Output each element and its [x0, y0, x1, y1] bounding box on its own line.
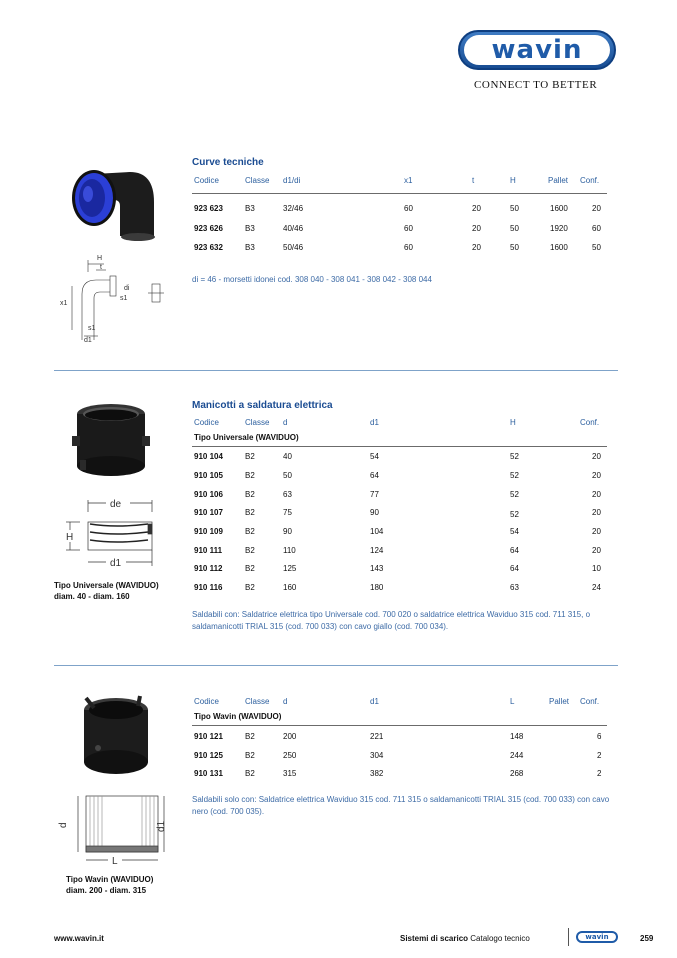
cell-classe: B3 [245, 224, 255, 233]
table-subheader: Tipo Universale (WAVIDUO) [194, 433, 299, 442]
cell-d: 110 [283, 546, 296, 555]
coupler-dim-d1: d1 [110, 558, 122, 569]
cell-H: 63 [510, 583, 519, 592]
cell-conf: 20 [592, 527, 601, 536]
coupler-universal-photo [62, 398, 160, 480]
cell-codice: 910 105 [194, 471, 223, 480]
cell-x1: 60 [404, 243, 413, 252]
cell-t: 20 [472, 243, 481, 252]
col-header-conf: Conf. [580, 176, 600, 185]
cell-classe: B2 [245, 452, 255, 461]
elbow-dim-H: H [97, 255, 103, 262]
footer-logo-text: wavin [585, 932, 609, 941]
cell-conf: 24 [592, 583, 601, 592]
cell-x1: 60 [404, 224, 413, 233]
coupler-universal-drawing [56, 492, 166, 574]
cell-conf: 6 [597, 732, 602, 741]
cell-d: 50 [283, 471, 292, 480]
wavin-dim-d1: d1 [156, 820, 167, 832]
table-rule [192, 193, 607, 194]
elbow-photo [58, 160, 162, 242]
cell-d: 315 [283, 769, 297, 778]
cell-H: 52 [510, 452, 519, 461]
cell-codice: 910 104 [194, 452, 223, 461]
cell-classe: B2 [245, 583, 255, 592]
cell-classe: B2 [245, 471, 255, 480]
cell-classe: B2 [245, 546, 255, 555]
coupler-wavin-drawing [56, 786, 172, 868]
cell-codice: 910 131 [194, 769, 223, 778]
cell-classe: B2 [245, 751, 255, 760]
section-note: di = 46 - morsetti idonei cod. 308 040 - 308 041 - 308 042 - 308 044 [192, 275, 432, 284]
col-header-H: H [510, 176, 516, 185]
cell-pallet: 1600 [550, 243, 568, 252]
col-header-pallet: Pallet [549, 697, 570, 706]
cell-codice: 923 626 [194, 224, 223, 233]
cell-pallet: 1600 [550, 204, 568, 213]
col-header-d1: d1 [370, 418, 379, 427]
col-header-codice: Codice [194, 418, 219, 427]
cell-classe: B2 [245, 490, 255, 499]
cell-d1: 64 [370, 471, 379, 480]
cell-d1: 54 [370, 452, 379, 461]
elbow-dim-d1: d1 [84, 337, 92, 344]
cell-d1: 143 [370, 564, 384, 573]
section-note: Saldabili solo con: Saldatrice elettrica Waviduo 315 cod. 711 315 o saldamanicotti TRIAL 315 (cod. 700 033) con cavo nero (cod. 700 035). [192, 795, 610, 816]
tagline: CONNECT TO BETTER [474, 79, 598, 91]
cell-L: 148 [510, 732, 524, 741]
cell-t: 20 [472, 224, 481, 233]
cell-classe: B2 [245, 508, 255, 517]
elbow-dim-x1: x1 [60, 300, 68, 307]
caption-wavin-type: Tipo Wavin (WAVIDUO) [66, 875, 154, 884]
cell-classe: B2 [245, 769, 255, 778]
table-subheader: Tipo Wavin (WAVIDUO) [194, 712, 282, 721]
cell-conf: 2 [597, 769, 602, 778]
cell-d1-di: 32/46 [283, 204, 304, 213]
cell-H: 64 [510, 564, 519, 573]
cell-d: 160 [283, 583, 297, 592]
cell-t: 20 [472, 204, 481, 213]
section-divider [54, 370, 618, 371]
col-header-t: t [472, 176, 475, 185]
cell-H: 52 [510, 510, 519, 519]
col-header-codice: Codice [194, 697, 219, 706]
cell-codice: 910 125 [194, 751, 223, 760]
cell-classe: B2 [245, 732, 255, 741]
page-number: 259 [640, 934, 654, 943]
wavin-dim-d: d [58, 822, 69, 828]
cell-H: 50 [510, 224, 519, 233]
col-header-H: H [510, 418, 516, 427]
footer-catalog-title [400, 934, 530, 943]
cell-d: 63 [283, 490, 292, 499]
cell-classe: B3 [245, 204, 255, 213]
col-header-d1-di: d1/di [283, 176, 301, 185]
elbow-dim-s1-a: s1 [120, 295, 128, 302]
cell-d1: 304 [370, 751, 384, 760]
logo-text: wavin [491, 35, 583, 65]
cell-L: 268 [510, 769, 524, 778]
cell-d1: 124 [370, 546, 384, 555]
cell-conf: 20 [592, 508, 601, 517]
col-header-codice: Codice [194, 176, 219, 185]
col-header-x1: x1 [404, 176, 413, 185]
cell-d: 40 [283, 452, 292, 461]
cell-classe: B3 [245, 243, 255, 252]
cell-codice: 910 109 [194, 527, 223, 536]
section-divider [54, 665, 618, 666]
caption-wavin-range: diam. 200 - diam. 315 [66, 886, 147, 895]
footer-wavin-logo [576, 931, 618, 943]
cell-codice: 910 106 [194, 490, 223, 499]
cell-d: 75 [283, 508, 292, 517]
cell-conf: 20 [592, 204, 601, 213]
cell-conf: 60 [592, 224, 601, 233]
cell-conf: 20 [592, 490, 601, 499]
col-header-d: d [283, 697, 288, 706]
cell-codice: 923 623 [194, 204, 223, 213]
cell-H: 50 [510, 204, 519, 213]
table-rule [192, 446, 607, 447]
col-header-conf: Conf. [580, 418, 600, 427]
elbow-dim-t: t [100, 264, 102, 271]
cell-d1-di: 40/46 [283, 224, 304, 233]
cell-conf: 10 [592, 564, 601, 573]
wavin-dim-L: L [112, 856, 118, 867]
cell-classe: B2 [245, 564, 255, 573]
cell-codice: 910 112 [194, 564, 223, 573]
cell-codice: 910 107 [194, 508, 223, 517]
coupler-wavin-photo [68, 690, 164, 778]
cell-H: 52 [510, 490, 519, 499]
cell-codice: 923 632 [194, 243, 223, 252]
cell-d1: 382 [370, 769, 384, 778]
cell-d1: 104 [370, 527, 384, 536]
elbow-dim-s1-b: s1 [88, 325, 96, 332]
col-header-classe: Classe [245, 176, 270, 185]
cell-d1: 90 [370, 508, 379, 517]
coupler-dim-de: de [110, 499, 122, 510]
col-header-classe: Classe [245, 418, 270, 427]
cell-H: 50 [510, 243, 519, 252]
section-note: Saldabili con: Saldatrice elettrica tipo Universale cod. 700 020 o saldatrice elettrica Waviduo 315 cod. 711 315, o saldamanicotti TRIAL 315 (cod. 700 033) con cavo giallo (cod. 700 034). [192, 610, 591, 631]
cell-conf: 20 [592, 452, 601, 461]
table-rule [192, 725, 607, 726]
elbow-dimension-drawing [54, 250, 174, 346]
cell-d: 250 [283, 751, 297, 760]
cell-d1-di: 50/46 [283, 243, 304, 252]
cell-x1: 60 [404, 204, 413, 213]
cell-d: 200 [283, 732, 297, 741]
coupler-dim-H: H [66, 532, 74, 543]
cell-conf: 2 [597, 751, 602, 760]
col-header-d: d [283, 418, 288, 427]
cell-H: 52 [510, 471, 519, 480]
cell-d1: 180 [370, 583, 384, 592]
elbow-dim-di: di [124, 285, 130, 292]
footer-catalog-bold: Sistemi di scarico [400, 934, 469, 943]
cell-codice: 910 111 [194, 546, 223, 555]
cell-conf: 20 [592, 546, 601, 555]
cell-H: 54 [510, 527, 519, 536]
col-header-classe: Classe [245, 697, 270, 706]
cell-d1: 221 [370, 732, 384, 741]
cell-conf: 20 [592, 471, 601, 480]
footer-website-link[interactable]: www.wavin.it [54, 934, 104, 943]
cell-conf: 50 [592, 243, 601, 252]
cell-d1: 77 [370, 490, 379, 499]
cell-classe: B2 [245, 527, 255, 536]
footer-catalog-normal: Catalogo tecnico [470, 934, 530, 943]
col-header-pallet: Pallet [548, 176, 569, 185]
cell-d: 125 [283, 564, 297, 573]
caption-universal-type: Tipo Universale (WAVIDUO) [54, 581, 159, 590]
cell-pallet: 1920 [550, 224, 568, 233]
col-header-conf: Conf. [580, 697, 600, 706]
caption-universal-range: diam. 40 - diam. 160 [54, 592, 130, 601]
cell-d: 90 [283, 527, 292, 536]
wavin-logo [458, 30, 616, 70]
section-title-manicotti: Manicotti a saldatura elettrica [192, 400, 333, 411]
cell-codice: 910 116 [194, 583, 223, 592]
col-header-L: L [510, 697, 515, 706]
cell-L: 244 [510, 751, 524, 760]
cell-codice: 910 121 [194, 732, 223, 741]
section-title-curve-tecniche: Curve tecniche [192, 157, 264, 168]
cell-H: 64 [510, 546, 519, 555]
footer-divider [568, 928, 569, 946]
col-header-d1: d1 [370, 697, 379, 706]
